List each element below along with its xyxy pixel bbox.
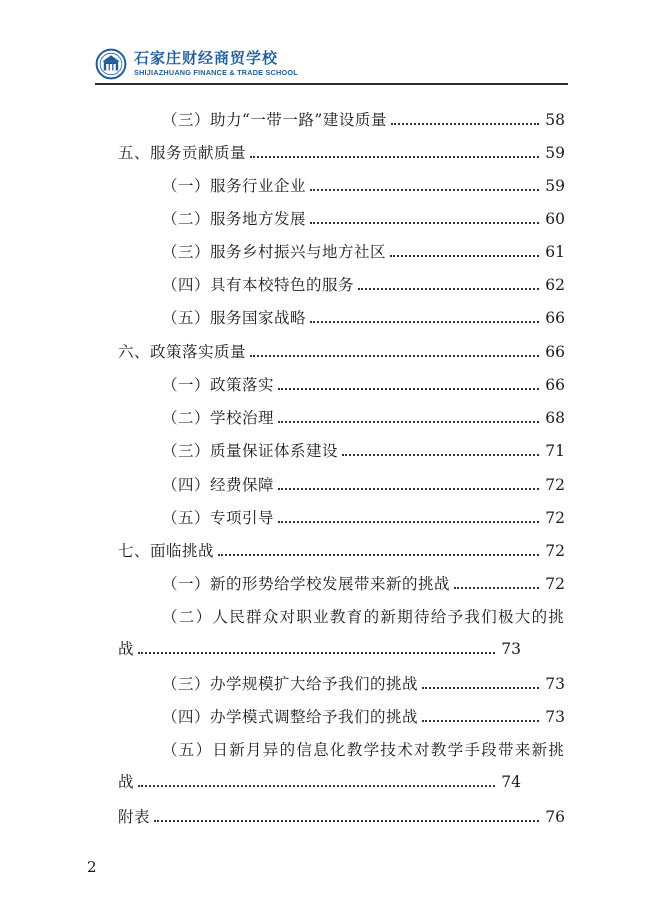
toc-entry-page: 72	[545, 542, 565, 560]
toc-entry[interactable]	[118, 541, 565, 563]
header-rule	[95, 83, 568, 85]
dot-leader	[310, 320, 539, 323]
dot-leader	[250, 354, 539, 357]
toc-entry-label: （一）政策落实	[162, 376, 275, 394]
toc-entry-page: 73	[501, 640, 521, 658]
dot-leader	[342, 453, 539, 456]
toc-entry[interactable]	[162, 408, 565, 430]
toc-entry-page: 66	[545, 309, 565, 327]
toc-entry-page: 62	[545, 276, 565, 294]
toc-entry-label: （五）服务国家战略	[162, 309, 307, 327]
toc-entry-label: （三）服务乡村振兴与地方社区	[162, 243, 387, 261]
dot-leader	[310, 221, 539, 224]
toc-entry-label: （一）新的形势给学校发展带来新的挑战	[162, 575, 451, 593]
page-number: 2	[87, 858, 97, 876]
toc-entry-label: （三）质量保证体系建设	[162, 442, 339, 460]
toc-entry-page: 59	[545, 144, 565, 162]
toc-entry-page: 72	[545, 509, 565, 527]
school-name-block	[134, 51, 298, 76]
toc-entry-label: 五、服务贡献质量	[118, 144, 247, 162]
toc-entry-label: （四）经费保障	[162, 476, 275, 494]
dot-leader	[278, 387, 539, 390]
toc-entry[interactable]	[162, 308, 565, 330]
toc-entry-label: （四）具有本校特色的服务	[162, 276, 355, 294]
toc-entry[interactable]	[162, 508, 565, 530]
dot-leader	[138, 651, 495, 654]
dot-leader	[278, 420, 539, 423]
toc-entry-page: 76	[545, 808, 565, 826]
dot-leader	[391, 122, 539, 125]
toc-entry-page: 59	[545, 177, 565, 195]
toc-entry-page: 73	[545, 708, 565, 726]
toc-entry-page: 61	[545, 243, 565, 261]
toc-entry-label: （二）服务地方发展	[162, 210, 307, 228]
dot-leader	[454, 586, 539, 589]
toc-entry[interactable]	[162, 475, 565, 497]
toc-entry-page: 68	[545, 409, 565, 427]
school-name-cn: 石家庄财经商贸学校	[134, 49, 279, 68]
toc-entry-label: （一）服务行业企业	[162, 177, 307, 195]
toc-entry-label: 附表	[118, 808, 151, 826]
toc-entry[interactable]	[162, 441, 565, 463]
page-header	[95, 46, 298, 82]
toc-entry[interactable]	[162, 110, 565, 132]
toc-entry[interactable]	[118, 607, 566, 658]
toc-entry[interactable]	[118, 342, 565, 364]
toc-entry[interactable]	[162, 375, 565, 397]
toc-entry[interactable]	[162, 209, 565, 231]
toc-entry-label-cont: 战	[118, 640, 135, 658]
toc-entry-label: （二）人民群众对职业教育的新期待给予我们极大的挑	[162, 608, 566, 626]
toc-entry[interactable]	[162, 674, 565, 696]
toc-entry-page: 58	[545, 111, 565, 129]
toc-entry-label: （二）学校治理	[162, 409, 275, 427]
toc-entry-page: 74	[501, 773, 521, 791]
toc-entry[interactable]	[162, 242, 565, 264]
toc-entry[interactable]	[162, 574, 565, 596]
dot-leader	[278, 520, 539, 523]
toc-entry[interactable]	[162, 275, 565, 297]
toc-entry-page: 71	[545, 442, 565, 460]
toc-entry-label-cont: 战	[118, 773, 135, 791]
toc-entry-label: （三）助力“一带一路”建设质量	[162, 111, 387, 129]
toc-entry-page: 72	[545, 575, 565, 593]
toc-entry-label: （三）办学规模扩大给予我们的挑战	[162, 675, 419, 693]
toc-entry[interactable]	[118, 740, 566, 791]
dot-leader	[358, 287, 539, 290]
dot-leader	[422, 686, 539, 689]
dot-leader	[278, 487, 539, 490]
toc-entry-label: （五）专项引导	[162, 509, 275, 527]
toc-entry[interactable]	[118, 807, 565, 829]
school-logo-icon	[95, 48, 127, 80]
dot-leader	[218, 553, 539, 556]
dot-leader	[390, 254, 539, 257]
toc-entry-page: 66	[545, 376, 565, 394]
toc-entry-page: 66	[545, 343, 565, 361]
toc-entry-label: 七、面临挑战	[118, 542, 215, 560]
toc-entry-label: 六、政策落实质量	[118, 343, 247, 361]
dot-leader	[310, 188, 539, 191]
dot-leader	[250, 155, 539, 158]
school-name-en: SHIJIAZHUANG FINANCE & TRADE SCHOOL	[134, 68, 298, 78]
toc-entry[interactable]	[118, 143, 565, 165]
toc-entry[interactable]	[162, 176, 565, 198]
dot-leader	[154, 819, 539, 822]
toc-entry-page: 60	[545, 210, 565, 228]
toc-entry[interactable]	[162, 707, 565, 729]
toc-entry-label: （五）日新月异的信息化教学技术对教学手段带来新挑	[162, 741, 566, 759]
dot-leader	[422, 719, 539, 722]
toc-entry-page: 72	[545, 476, 565, 494]
toc-entry-page: 73	[545, 675, 565, 693]
toc-entry-label: （四）办学模式调整给予我们的挑战	[162, 708, 419, 726]
dot-leader	[138, 784, 495, 787]
